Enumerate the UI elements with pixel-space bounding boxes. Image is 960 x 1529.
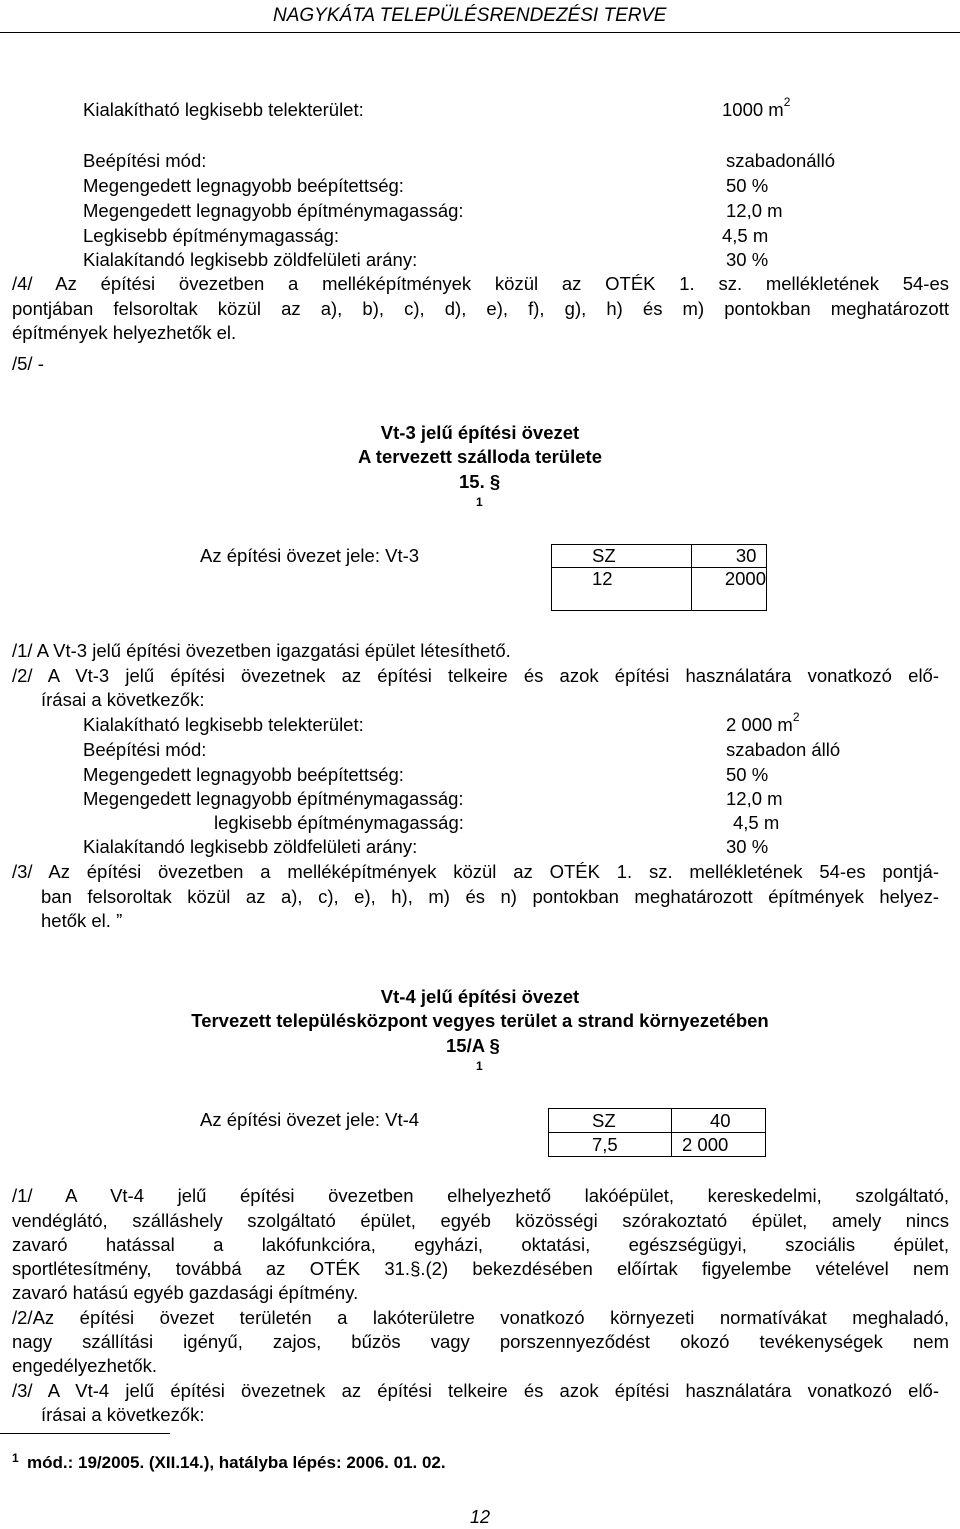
table-cell: SZ	[552, 545, 692, 568]
min-plot-label: Kialakítható legkisebb telekterület:	[83, 99, 364, 120]
page-number: 12	[469, 1507, 491, 1527]
zone-code-label: Az építési övezet jele: Vt-3	[200, 545, 420, 566]
vt4-paragraph-3-line: /3/ A Vt-4 jelű építési övezetnek az építési telkeire és azok építési használatára vonatkozó elő-	[12, 1380, 939, 1401]
spec-value: szabadon álló	[726, 739, 841, 760]
vt3-subtitle: A tervezett szálloda területe	[357, 446, 602, 467]
running-header	[0, 2, 960, 33]
vt4-paragraph-2-line: engedélyezhetők.	[12, 1355, 158, 1376]
spec-label: Beépítési mód:	[83, 150, 207, 171]
paragraph-4-line: építmények helyezhetők el.	[12, 322, 237, 343]
spec-value: 50 %	[726, 764, 769, 785]
vt4-paragraph-2-line: nagy szállítási igényű, zajos, bűzös vagy porszennyeződést okozó tevékenységek nem	[12, 1331, 949, 1352]
footnote-separator	[0, 1433, 170, 1434]
min-plot-value: 1000 $m^2$	[722, 95, 791, 120]
zone-parameter-table	[551, 544, 767, 611]
footnote-text: mód.: 19/2005. (XII.14.), hatályba lépés: 2006. 01. 02.	[27, 1453, 446, 1472]
table-cell: 30	[691, 545, 766, 568]
zone-parameter-table	[548, 1108, 766, 1157]
spec-value: 50 %	[726, 175, 769, 196]
spec-value: 30 %	[726, 249, 769, 270]
vt3-paragraph-3-line: ban felsoroltak közül az a), c), e), h), m) és n) pontokban meghatározott építmények helyez-	[41, 886, 939, 907]
spec-label: legkisebb építménymagasság:	[214, 812, 464, 833]
footnote-reference: 1	[476, 495, 483, 509]
vt4-paragraph-3-line: írásai a következők:	[41, 1404, 205, 1425]
spec-value: 4,5 m	[733, 812, 780, 833]
spec-value: 12,0 m	[726, 788, 783, 809]
spec-value: 4,5 m	[722, 225, 769, 246]
table-cell: 12	[552, 568, 692, 611]
vt3-paragraph-2-line: írásai a következők:	[41, 689, 205, 710]
spec-label: Beépítési mód:	[83, 739, 207, 760]
spec-value: 12,0 m	[726, 200, 783, 221]
min-plot-label: Kialakítható legkisebb telekterület:	[83, 714, 364, 735]
vt4-title: Vt-4 jelű építési övezet	[380, 986, 580, 1007]
spec-label: Megengedett legnagyobb beépítettség:	[83, 175, 404, 196]
spec-label: Megengedett legnagyobb építménymagasság:	[83, 788, 464, 809]
paragraph-4-line: pontjában felsoroltak közül az a), b), c), d), e), f), g), h) és m) pontokban meghatározott	[12, 298, 949, 319]
table-cell: 2000	[691, 568, 766, 611]
paragraph-5: /5/ -	[12, 353, 44, 374]
spec-label: Kialakítandó legkisebb zöldfelületi arány:	[83, 249, 418, 270]
section-symbol: §	[489, 471, 501, 492]
vt3-paragraph-3-line: /3/ Az építési övezetben a melléképítmények közül az OTÉK 1. sz. mellékletének 54-es pontjá-	[12, 861, 939, 882]
spec-label: Megengedett legnagyobb beépítettség:	[83, 764, 404, 785]
spec-value: szabadonálló	[726, 150, 836, 171]
table-cell: 40	[672, 1109, 766, 1133]
vt3-section: 15. §	[459, 471, 501, 492]
paragraph-4-line: /4/ Az építési övezetben a melléképítmények közül az OTÉK 1. sz. mellékletének 54-es	[12, 273, 949, 294]
vt3-title: Vt-3 jelű építési övezet	[380, 422, 580, 443]
vt4-paragraph-1-line: zavaró hatású egyéb gazdasági építmény.	[12, 1282, 359, 1303]
vt4-paragraph-1-line: /1/ A Vt-4 jelű építési övezetben elhelyezhető lakóépület, kereskedelmi, szolgáltató,	[12, 1185, 949, 1206]
vt4-paragraph-2-line: /2/Az építési övezet területén a lakóterületre vonatkozó környezeti normatívákat meghaladó,	[12, 1307, 949, 1328]
min-plot-value: 2 000 $m^2$	[726, 710, 800, 735]
section-symbol: §	[489, 1035, 500, 1056]
vt3-paragraph-2-line: /2/ A Vt-3 jelű építési övezetnek az építési telkeire és azok építési használatára vonatkozó elő-	[12, 665, 939, 686]
footnote-reference: 1	[476, 1059, 483, 1073]
vt4-paragraph-1-line: sportlétesítmény, továbbá az OTÉK 31.§.(2) bekezdésében előírtak figyelembe vételével nem	[12, 1258, 949, 1279]
table-cell: 7,5	[549, 1133, 672, 1157]
table-cell: SZ	[549, 1109, 672, 1133]
table-cell: 2 000	[672, 1133, 766, 1157]
footnote-mark: 1	[12, 1451, 19, 1465]
vt3-paragraph-1: /1/ A Vt-3 jelű építési övezetben igazgatási épület létesíthető.	[12, 640, 511, 661]
spec-value: 30 %	[726, 836, 769, 857]
vt4-paragraph-1-line: vendéglátó, szálláshely szolgáltató épület, egyéb közösségi szórakoztató épület, amely nincs	[12, 1210, 949, 1231]
vt3-paragraph-3-line: hetők el. ”	[41, 910, 123, 931]
spec-label: Kialakítandó legkisebb zöldfelületi arány:	[83, 836, 418, 857]
vt4-subtitle: Tervezett településközpont vegyes terület a strand környezetében	[191, 1010, 769, 1031]
zone-code-label: Az építési övezet jele: Vt-4	[200, 1109, 420, 1130]
vt4-paragraph-1-line: zavaró hatással a lakófunkcióra, egyházi, oktatási, egészségügyi, szociális épület,	[12, 1234, 949, 1255]
header-title: NAGYKÁTA TELEPÜLÉSRENDEZÉSI TERVE	[273, 5, 667, 26]
spec-label: Megengedett legnagyobb építménymagasság:	[83, 200, 464, 221]
vt4-section: 15/A §	[446, 1035, 500, 1056]
spec-label: Legkisebb építménymagasság:	[83, 225, 340, 246]
